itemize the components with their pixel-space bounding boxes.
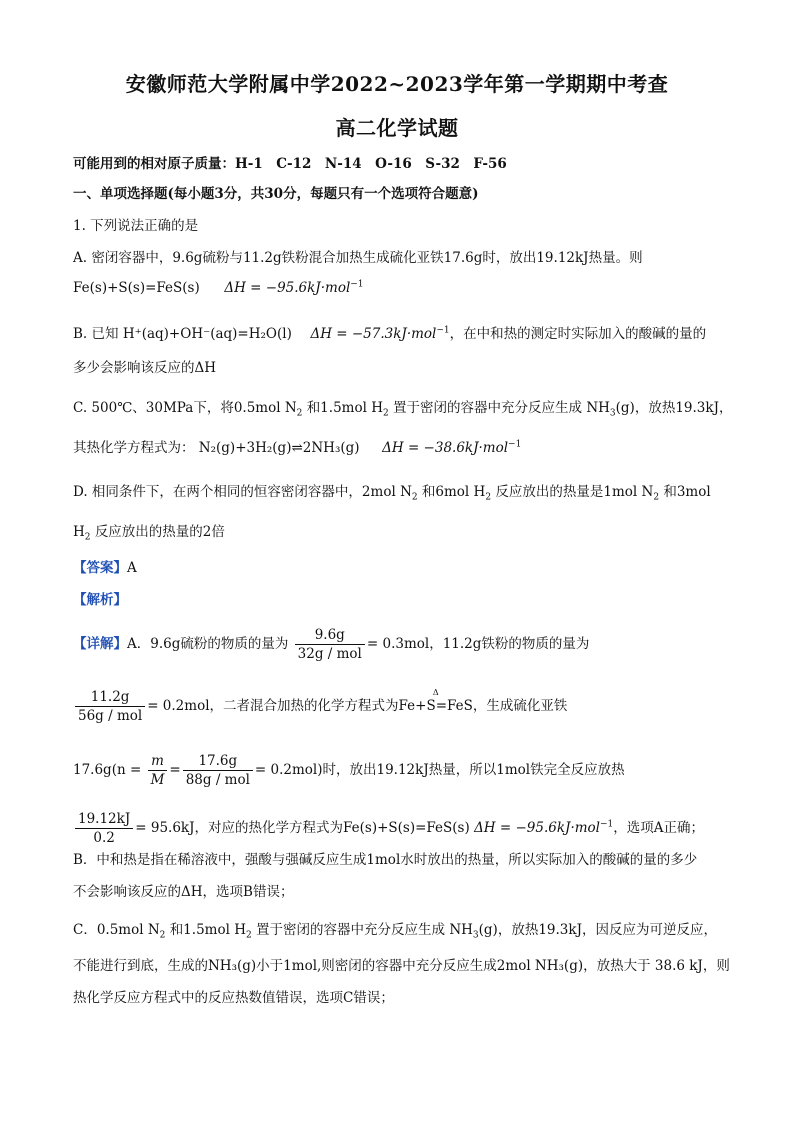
detail-label: 【详解】 [73,636,127,652]
option-c-equation: N₂(g)+3H₂(g)⇌2NH₃(g) [198,440,360,456]
option-c-text-b: 和1.5mol [306,400,367,416]
answer-label: 【答案】 [73,560,127,576]
fraction-iron-result: = 0.2mol [147,698,210,714]
option-c-text-a: C. 500℃、30MPa下，将0.5mol [73,400,281,416]
detail-line3-pre: 17.6g(n = [73,762,142,778]
option-a-line2: Fe(s)+S(s)=FeS(s) ΔH = −95.6kJ·mol$^{-1}$ [73,279,364,296]
analysis-label: 【解析】 [73,592,127,608]
option-d-line2: $H_2$ 反应放出的热量的2倍 [73,524,225,543]
option-c-text-c: 置于密闭的容器中充分反应生成 [393,400,583,416]
detail-a-intro: A．9.6g硫粉的物质的量为 [127,636,289,652]
detail-c-text-c: 置于密闭的容器中充分反应生成 [256,922,446,938]
answer-value: A [127,560,137,576]
option-a-enthalpy: ΔH = −95.6kJ·mol [224,280,351,296]
exam-subtitle: 高二化学试题 [335,116,459,140]
detail-line2 [73,688,567,725]
fraction-heat: $\frac{19.12kJ}{0.2}$ [75,810,133,847]
detail-a-mid3: ，生成硫化亚铁 [472,698,568,714]
option-d-line1: D. 相同条件下，在两个相同的恒容密闭容器中，2mol $N_2$ 和6mol $H_2$ 反应放出的热量是1mol $N_2$ 和3mol [73,484,711,503]
detail-line3: 17.6g(n = $\frac{m}{M}$ = $\frac{17.6g}{\text{88g / mol}}$ = 0.2mol)时，放出19.12kJ热量，所以1mol铁完全反应放热 [73,753,625,788]
detail-c-line3: 热化学反应方程式中的反应热数值错误，选项C错误； [73,990,394,1006]
fraction-sulfur: $\frac{9.6g}{\text{32g / mol}}$ [295,626,365,663]
detail-c-text-a: C．0.5mol [73,922,144,938]
option-d-text-e: 反应放出的热量的2倍 [94,524,225,540]
fraction-fes-result: = 0.2mol [254,762,318,778]
option-c-enthalpy: ΔH = −38.6kJ·mol [382,440,509,456]
section-title: 一、单项选择题(每小题3分，共30分，每题只有一个选项符合题意) [73,186,479,202]
heating-equation: Δ Fe+S=FeS [398,688,473,714]
detail-line4-enthalpy: ΔH = −95.6kJ·mol [474,820,600,836]
fraction-sulfur-result: = 0.3mol [366,636,430,652]
option-b-enthalpy: ΔH = −57.3kJ·mol [310,326,437,342]
exam-title: 安徽师范大学附属中学2022~2023学年第一学期期中考查 [125,72,669,96]
option-d-text-b: 和6mol [421,484,470,500]
fraction-heat-result: = 95.6kJ [135,820,195,836]
detail-b-line1: B．中和热是指在稀溶液中，强酸与强碱反应生成1mol水时放出的热量，所以实际加入的酸碱的量的多少 [73,852,698,868]
detail-c-line2: 不能进行到底，生成的NH₃(g)小于1mol,则密闭的容器中充分反应生成2mol NH₃(g)，放热大于 38.6 kJ，则 [73,958,730,974]
fraction-fes: $\frac{17.6g}{\text{88g / mol}}$ [183,752,253,789]
option-b-line2: 多少会影响该反应的ΔH [73,360,217,376]
question-stem: 1. 下列说法正确的是 [73,218,199,234]
option-b-equation: H⁺(aq)+OH⁻(aq)=H₂O(l) [122,326,292,342]
option-d-text-d: 和3mol [663,484,711,500]
option-b-line1: B. 已知 H⁺(aq)+OH⁻(aq)=H₂O(l) ΔH = −57.3kJ·mol$^{-1}$，在中和热的测定时实际加入的酸碱的量的 [73,325,707,342]
detail-line4-mid: ，对应的热化学方程式为 [194,820,344,836]
detail-line3-post: )时，放出19.12kJ热量，所以1mol铁完全反应放热 [317,762,625,778]
option-a-line1: A. 密闭容器中，9.6g硫粉与11.2g铁粉混合加热生成硫化亚铁17.6g时，放出19.12kJ热量。则 [73,250,643,266]
detail-line4-equation: Fe(s)+S(s)=FeS(s) [343,820,470,836]
detail-c-text-b: 和1.5mol [169,922,230,938]
option-c-line1: C. 500℃、30MPa下，将0.5mol $N_2$ 和1.5mol $H_2$ 置于密闭的容器中充分反应生成 $NH_3(g)$，放热19.3kJ， [73,400,733,419]
detail-line1 [73,626,589,663]
option-c-text-d: ，放热19.3kJ， [634,400,733,416]
detail-c-line1: C．0.5mol $N_2$ 和1.5mol $H_2$ 置于密闭的容器中充分反应生成 $NH_3(g)$，放热19.3kJ，因反应为可逆反应， [73,922,717,941]
detail-c-text-d: ，放热19.3kJ，因反应为可逆反应， [497,922,717,938]
detail-line4-post: ，选项A正确； [613,820,705,836]
fraction-m-over-M: $\frac{m}{M}$ [148,752,168,789]
fraction-iron: $\frac{11.2g}{\text{56g / mol}}$ [75,688,145,725]
option-a-equation: Fe(s)+S(s)=FeS(s) [73,280,200,296]
option-d-text-c: 反应放出的热量是1mol [495,484,638,500]
atomic-masses: 可能用到的相对原子质量：H-1 C-12 N-14 O-16 S-32 F-56 [73,156,507,172]
option-b-tail: ，在中和热的测定时实际加入的酸碱的量的 [449,326,707,342]
detail-a-mid2: ，二者混合加热的化学方程式为 [209,698,399,714]
option-b-prefix: B. 已知 [73,326,119,342]
answer-line [73,556,137,576]
detail-a-mid: ，11.2g铁粉的物质的量为 [429,636,590,652]
option-c-line2: 其热化学方程式为： N₂(g)+3H₂(g)⇌2NH₃(g) ΔH = −38.6kJ·mol$^{-1}$ [73,439,522,456]
detail-b-line2: 不会影响该反应的ΔH，选项B错误； [73,884,294,900]
option-c-eq-intro: 其热化学方程式为： [73,440,195,456]
option-d-text-a: D. 相同条件下，在两个相同的恒容密闭容器中，2mol [73,484,396,500]
detail-line4: $\frac{19.12kJ}{0.2}$ = 95.6kJ，对应的热化学方程式为Fe(s)+S(s)=FeS(s) ΔH = −95.6kJ·mol$^{-1}$，选项A正确； [73,810,704,847]
